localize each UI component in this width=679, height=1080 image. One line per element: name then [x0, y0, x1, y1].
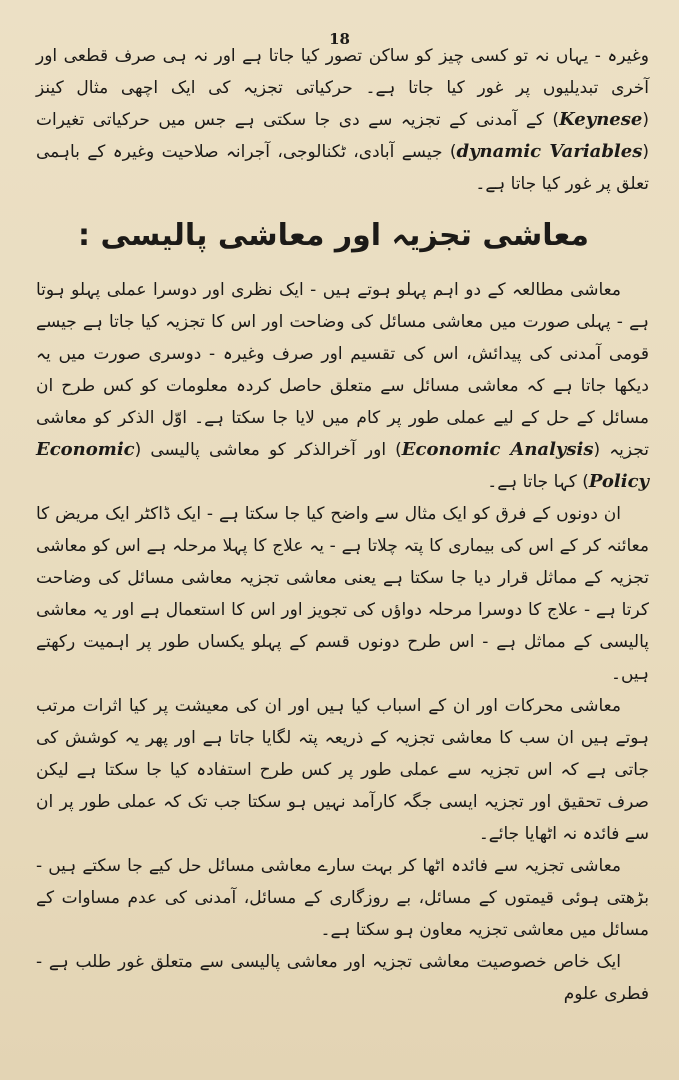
page-body	[36, 40, 649, 1010]
text-run: معاشی تجزیہ سے فائدہ اٹھا کر بہت سارے معاشی مسائل حل کیے جا سکتے ہیں - بڑھتی ہوئی قیمتوں کے مسائل، بے روزگاری کے مسائل، آمدنی کی عدم مساوات کے مسائل میں معاشی تجزیہ معاون ہو سکتا ہے۔	[36, 856, 649, 940]
section-heading: معاشی تجزیہ اور معاشی پالیسی :	[78, 218, 589, 253]
text-run: ان دونوں کے فرق کو ایک مثال سے واضح کیا جا سکتا ہے - ایک ڈاکٹر ایک مریض کا معائنہ کر کے اس کی بیماری کا پتہ چلاتا ہے - یہ علاج کا پہلا مرحلہ ہے اس کو معاشی تجزیہ کے مماثل قرار دیا جا سکتا ہے یعنی معاشی تجزیہ معاشی مسائل کی وضاحت کرتا ہے - علاج کا دوسرا مرحلہ دواؤں کی تجویز اور اس کا استعمال ہے اور یہ معاشی پالیسی کے مماثل ہے - اس طرح دونوں قسم کے پہلو یکساں طور پر اہمیت رکھتے ہیں۔	[36, 504, 649, 684]
text-run: معاشی محرکات اور ان کے اسباب کیا ہیں اور ان کی معیشت پر کیا اثرات مرتب ہوتے ہیں ان سب کا معاشی تجزیہ کے ذریعہ پتہ لگایا جاتا ہے اور پھر یہ کوشش کی جاتی ہے کہ اس تجزیہ سے عملی طور پر کس طرح استفادہ کیا جا سکتا ہے لیکن صرف تحقیق اور تجزیہ ایسی جگہ کارآمد نہیں ہو سکتا جب تک کہ عملی طور پر ان سے فائدہ نہ اٹھایا جائے۔	[36, 696, 649, 844]
text-run: ) کے آمدنی کے تجزیہ سے دی جا سکتی ہے جس میں حرکیاتی تغیرات (	[36, 110, 649, 162]
paragraph	[36, 850, 649, 946]
text-run: ) کہا جاتا ہے۔	[487, 472, 589, 492]
text-run: ) جیسے آبادی، ٹکنالوجی، آجرانہ صلاحیت وغیرہ کے باہمی تعلق پر غور کیا جاتا ہے۔	[36, 142, 649, 194]
latin-term: dynamic Variables	[456, 141, 643, 162]
paragraph-intro	[36, 40, 649, 200]
text-run: معاشی مطالعہ کے دو اہم پہلو ہوتے ہیں - ایک نظری اور دوسرا عملی پہلو ہوتا ہے - پہلی صورت میں معاشی مسائل کی وضاحت اور اس کا تجزیہ کیا جاتا ہے جیسے قومی آمدنی کی پیدائش، اس کی تقسیم اور صرف وغیرہ - دوسری صورت میں یہ دیکھا جاتا ہے کہ معاشی مسائل سے متعلق حاصل کردہ معلومات کو کس طرح ان مسائل کے حل کے لیے عملی طور پر کام میں لایا جا سکتا ہے۔ اوّل الذکر کو معاشی تجزیہ (	[36, 280, 649, 460]
latin-term: Economic Policy	[36, 439, 649, 492]
paragraph	[36, 946, 649, 1010]
text-run: ) اور آخرالذکر کو معاشی پالیسی (	[134, 440, 402, 460]
paragraph	[36, 274, 649, 498]
paragraph	[36, 690, 649, 850]
latin-term: Keynese	[559, 109, 643, 130]
text-run: وغیرہ - یہاں نہ تو کسی چیز کو ساکن تصور کیا جاتا ہے اور نہ ہی صرف قطعی اور آخری تبدیلیوں پر غور کیا جاتا ہے۔ حرکیاتی تجزیہ کی ایک اچھی مثال کینز (	[36, 46, 649, 130]
text-run: ایک خاص خصوصیت معاشی تجزیہ اور معاشی پالیسی سے متعلق غور طلب ہے - فطری علوم	[36, 952, 649, 1004]
page-number: 18	[329, 30, 350, 48]
latin-term: Economic Analysis	[401, 439, 594, 460]
paragraph	[36, 498, 649, 690]
